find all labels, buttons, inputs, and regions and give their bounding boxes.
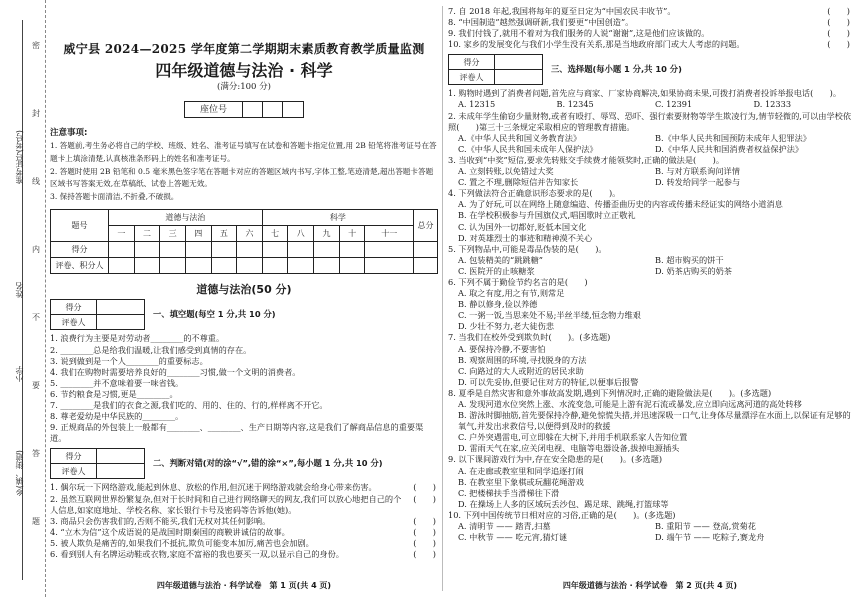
choice-question [448,332,852,387]
choice-stem: 10. 下列中国传统节日相对应的习俗,正确的是( )。(多选题) [448,509,676,520]
grader-score-label: 得分 [51,300,97,315]
answer-parens[interactable]: ( ) [827,28,850,39]
answer-parens[interactable]: ( ) [413,537,436,548]
choice-option[interactable]: B.《中华人民共和国预防未成年人犯罪法》 [655,132,811,143]
score-cell[interactable] [262,258,288,274]
choice-option[interactable]: D. 端午节 —— 吃粽子,赛龙舟 [655,532,765,543]
part2-title: 二、判断对错(对的涂“√”,错的涂“×”,每小题 1 分,共 10 分) [153,458,383,469]
grader-name-label: 评卷人 [51,315,97,330]
score-cell[interactable] [314,258,340,274]
seal-char: 答 [32,449,40,458]
judge-question: 1. 偶尔玩一下网络游戏,能起到休息、放松的作用,但沉迷于网络游戏就会给身心带来伤害。 ( ) [50,482,436,493]
choice-option[interactable]: D. 转发给同学一起参与 [655,177,741,188]
score-table-num: 十一 [365,226,414,242]
fill-blank-question: 5. ________并不意味着要一味省钱。 [50,377,184,388]
score-cell[interactable] [160,258,186,274]
score-table-num: 四 [185,226,211,242]
seal-char: 内 [32,245,40,254]
page-divider [442,6,443,591]
judge-question: 8. “中国制造”越然强调研新,我们要更“中国创造”。 ( ) [448,17,850,28]
seat-number-cell[interactable] [243,102,263,117]
fill-blank-question: 9. 正规商品的外包装上一般都有________、________、生产日期等内容,这是我们了解商品信息的重要渠道。 [50,422,424,444]
choice-option[interactable]: B. 重阳节 —— 登高,赏菊花 [655,521,756,532]
grader-score-cell[interactable] [97,449,145,464]
answer-parens[interactable]: ( ) [413,482,436,493]
choice-option[interactable]: D. 可以先妥协,但要记住对方的特征,以便事后报警 [458,376,639,387]
score-cell[interactable] [414,242,438,258]
score-table-total: 总分 [414,210,438,242]
seal-char: 不 [32,313,40,322]
choice-list [448,88,852,543]
page-1 [50,6,438,591]
score-cell[interactable] [288,242,314,258]
score-cell[interactable] [262,242,288,258]
page-footer: 四年级道德与法治 · 科学试卷 第 1 页(共 4 页) [156,580,332,590]
score-cell[interactable] [339,242,365,258]
choice-stem: 1. 购物时遇到了消费者问题,首先应与商家、厂家协商解决,如果协商未果,可拨打消费者投诉举报电话( )。 [448,88,842,99]
choice-option[interactable]: D.《中华人民共和国消费者权益保护法》 [655,143,804,154]
choice-stem: 2. 未成年学生偷窃少量财物,或者有殴打、辱骂、恐吓、强行索要财物等学生欺凌行为,情节轻微的,可以由学校依照( )第三十三条规定采取相应的管理教育措施。 [448,110,852,132]
note-item: 3. 保持答题卡面清洁,不折叠,不破损。 [50,192,179,202]
choice-question [448,111,852,155]
seal-char: 要 [32,381,40,390]
score-table-num: 三 [160,226,186,242]
page-footer: 四年级道德与法治 · 科学试卷 第 2 页(共 4 页) [562,580,738,590]
choice-option[interactable]: C. 12391 [655,99,693,110]
choice-option[interactable]: C. 认为国外一切都好,贬低本国文化 [458,221,587,232]
judge-question: 4. “立木为信”这个成语说的是战国时期秦国的商鞅讲诚信的故事。 ( ) [50,526,436,537]
score-cell[interactable] [211,242,237,258]
answer-parens[interactable]: ( ) [827,17,850,28]
answer-parens[interactable]: ( ) [413,515,436,526]
judge-question: 3. 商品只会伤害我们的,否则不能买,我们无权对其任何影响。 ( ) [50,515,436,526]
judge-question: 6. 看到别人有名牌运动鞋或衣物,家庭不富裕的我也要买一双,以显示自己的身份。 ( ) [50,548,436,559]
score-table-defen: 得分 [51,242,109,258]
fill-blank-question: 2. ________总是给我们温暖,让我们感受到真情的存在。 [50,344,252,355]
school-label: 小学 [15,366,24,382]
score-table-group2: 科学 [262,210,413,226]
choice-stem: 7. 当我们在校外受到欺负时( )。(多选题) [448,332,611,343]
choice-option[interactable]: A. 要保持冷静,不要害怕 [458,343,546,354]
grader-name-label: 评卷人 [51,464,97,479]
choice-option[interactable]: A. 发现河道水位突然上涨、水流变急,可能是上游有泥石流或暴发,应立即向远离河道的高处转移 [458,399,802,409]
choice-option[interactable]: B. 12345 [556,99,594,110]
choice-option[interactable]: A. 在走廊或教室里和同学追逐打闹 [458,465,584,476]
score-cell[interactable] [109,258,135,274]
fill-blank-question: 7. ________是我们的衣食之源,我们吃的、用的、住的、行的,样样离不开它。 [50,400,328,411]
score-table-tihao: 题号 [51,210,109,242]
grader-score-label: 得分 [449,55,495,70]
choice-option[interactable]: B. 超市购买的饼干 [655,254,724,265]
seat-number-row [50,101,438,118]
choice-stem: 9. 以下课间游戏行为中,存在安全隐患的是( )。(多选题) [448,454,663,465]
judge-question: 9. 我们付钱了,就用不着对为我们服务的人说“谢谢”,这是他们应该做的。 ( ) [448,28,850,39]
seal-char: 线 [32,177,40,186]
choice-option[interactable]: D. 12333 [753,99,792,110]
fill-blank-question: 6. 节约粮食是习惯,更是________。 [50,388,178,399]
score-table-num: 六 [237,226,263,242]
name-label: 姓名 [15,282,24,298]
choice-option[interactable]: D. 在操场上人多的区域玩丢沙包、踢足球、跳绳,打篮球等 [458,498,669,509]
page-2 [448,6,852,591]
score-cell[interactable] [288,258,314,274]
score-cell[interactable] [185,242,211,258]
binding-margin [0,0,46,597]
score-table-num: 七 [262,226,288,242]
fill-blank-question: 8. 尊老爱幼是中华民族的________。 [50,411,184,422]
choice-stem: 4. 下列做法符合正确意识形态要求的是( )。 [448,188,621,199]
part1-header [50,299,438,330]
score-table-num: 一 [109,226,135,242]
seat-number-box[interactable] [184,101,304,118]
choice-option[interactable]: D. 对英雄烈士的事迹和精神漠不关心 [458,232,593,243]
score-table-num: 十 [339,226,365,242]
grader-score-cell[interactable] [495,55,543,70]
exam-header: 威宁县 2024—2025 学年度第二学期期末素质教育教学质量监测 [63,42,425,56]
choice-question [448,454,852,509]
choice-option[interactable]: C.《中华人民共和国未成年人保护法》 [458,143,598,154]
judge-list-continued [448,6,852,50]
grader-box [50,299,145,330]
choice-option[interactable]: C. 一粥一饭,当思来处不易;半丝半缕,恒念物力维艰 [458,310,641,321]
full-score: (满分:100 分) [217,82,271,93]
grader-name-cell[interactable] [97,315,145,330]
choice-question [448,188,852,243]
answer-parens[interactable]: ( ) [413,493,436,504]
fill-blank-question: 3. 说到做到是一个人________的重要标志。 [50,355,208,366]
choice-option[interactable]: A. 立刻转账,以免错过大奖 [458,166,554,177]
grader-name-cell[interactable] [495,70,543,85]
choice-option[interactable]: D. 雷雨天气在家,应关闭电视、电脑等电器设备,拔掉电源插头 [458,443,680,454]
notes-title: 注意事项: [50,128,88,139]
choice-question [448,510,852,543]
choice-option[interactable]: A. 包装精美的“跳跳糖” [458,254,543,265]
part3-header [448,54,852,85]
choice-option[interactable]: C. 把楼梯扶手当滑梯往下滑 [458,487,560,498]
score-cell[interactable] [365,242,414,258]
part1-title: 一、填空题(每空 1 分,共 10 分) [153,309,276,320]
town-label: 乡(镇、街道) [15,450,24,497]
judge-question: 7. 自 2018 年起,我国将每年的夏至日定为“中国农民丰收节”。 ( ) [448,6,850,16]
judge-list [50,482,438,560]
score-table-num: 九 [314,226,340,242]
score-cell[interactable] [185,258,211,274]
note-item: 2. 答题时使用 2B 铅笔和 0.5 毫米黑色签字笔在答题卡对应的答题区域内书写,字体工整,笔迹清楚,超出答题卡答题区域书写答案无效,在草稿纸、试卷上答题无效。 [50,166,434,188]
grader-box [50,448,145,479]
choice-option[interactable]: C. 向路过的大人或附近的居民求助 [458,365,584,376]
grader-box [448,54,543,85]
score-cell[interactable] [237,258,263,274]
fill-blank-list [50,333,438,444]
choice-option[interactable]: B. 观察周围的环境,寻找脱身的方法 [458,354,587,365]
note-item: 1. 答题前,考生务必将自己的学校、班级、姓名、准考证号填写在试卷和答题卡指定位置,用 2B 铅笔将准考证号在答题卡上填涂清楚,认真核准条形码上的姓名和准考证号。 [50,141,437,163]
choice-option[interactable]: B. 静以修身,俭以养德 [458,299,538,310]
fill-blank-question: 4. 我们在购物时需要培养良好的________习惯,做一个文明的消费者。 [50,366,301,377]
seat-number-cell[interactable] [283,102,303,117]
choice-option[interactable]: D. 奶茶店购买的奶茶 [655,265,732,276]
choice-option[interactable]: D. 少壮不努力,老大徒伤悲 [458,321,554,332]
seat-number-label: 座位号 [185,102,243,117]
score-cell[interactable] [314,242,340,258]
choice-option[interactable]: B. 与对方联系询问详情 [655,166,740,177]
choice-stem: 6. 下列不属于勤俭节约名言的是( ) [448,276,588,287]
fill-blank-question: 1. 浪费行为主要是对劳动者________的不尊重。 [50,333,225,344]
score-table-group1: 道德与法治 [109,210,263,226]
seal-char: 题 [32,517,40,526]
answer-parens[interactable]: ( ) [827,39,850,50]
choice-option[interactable]: C. 中秋节 —— 吃元宵,猜灯谜 [458,532,568,543]
choice-option[interactable]: C. 置之不理,删除短信并告知家长 [458,177,579,188]
score-cell[interactable] [339,258,365,274]
answer-parens[interactable]: ( ) [413,548,436,559]
score-cell[interactable] [134,258,160,274]
judge-question: 2. 虽然互联网世界纷繁复杂,但对于长时间和自己进行网络聊天的网友,我们可以放心地把自己的个人信息,如家庭地址、学校名称、家长银行卡号及密码等告诉他(她)。 ( ) [50,493,436,515]
score-table-num: 八 [288,226,314,242]
choice-stem: 5. 下列物品中,可能是毒品伪装的是( )。 [448,243,607,254]
choice-stem: 8. 夏季是自然灾害和意外事故高发期,遇到下列情况时,正确的避险做法是( )。(多选题) [448,387,772,398]
choice-option[interactable]: C. 户外突遇雷电,可立即躲在大树下,并用手机联系家人告知位置 [458,432,688,443]
choice-question [448,277,852,332]
score-cell[interactable] [237,242,263,258]
seal-char: 密 [32,41,40,50]
choice-option[interactable]: A. 12315 [458,99,496,110]
choice-option[interactable]: A. 为了好玩,可以在网络上随意编造、传播歪曲历史的内容或传播未经证实的网络小道消息 [458,199,783,210]
choice-option[interactable]: A.《中华人民共和国义务教育法》 [458,132,582,143]
choice-option[interactable]: B. 游泳时脚抽筋,首先要保持冷静,避免惊慌失措,并迅速深吸一口气,让身体尽量漂浮在水面上,以保证有足够的氧气,并发出求救信号,以便得到及时的救援 [458,410,851,432]
score-table-num: 五 [211,226,237,242]
choice-option[interactable]: B. 在学校积极参与升国旗仪式,唱国歌时立正敬礼 [458,210,636,221]
seal-char: 封 [32,109,40,118]
score-table-pingjuan: 评卷、积分人 [51,258,109,274]
answer-parens[interactable]: ( ) [827,6,850,16]
choice-question [448,388,852,455]
score-cell[interactable] [365,258,414,274]
score-cell[interactable] [414,258,438,274]
section-title: 道德与法治(50 分) [196,283,292,297]
part2-header [50,448,438,479]
choice-question [448,88,852,110]
score-cell[interactable] [134,242,160,258]
score-cell[interactable] [160,242,186,258]
part3-title: 三、选择题(每小题 1 分,共 10 分) [551,64,682,75]
choice-option[interactable]: A. 取之有度,用之有节,则常足 [458,288,565,299]
seat-number-cell[interactable] [263,102,283,117]
grader-name-label: 评卷人 [449,70,495,85]
choice-option[interactable]: A. 清明节 —— 踏青,扫墓 [458,521,551,532]
grader-score-label: 得分 [51,449,97,464]
grader-score-cell[interactable] [97,300,145,315]
judge-question: 10. 家乡的发展变化与我们小学生没有关系,那是当地政府部门或大人考虑的问题。 ( ) [448,39,850,50]
choice-option[interactable]: B. 在教室里下象棋或玩翻花绳游戏 [458,476,584,487]
exam-number-label: 准考证号(考号) [15,130,24,185]
choice-option[interactable]: C. 医院开的止咳糖浆 [458,265,535,276]
score-table-num: 二 [134,226,160,242]
choice-question [448,155,852,188]
answer-parens[interactable]: ( ) [413,526,436,537]
score-cell[interactable] [211,258,237,274]
score-cell[interactable] [109,242,135,258]
score-table [50,209,438,274]
exam-title: 四年级道德与法治 · 科学 [155,61,333,81]
judge-question: 5. 被人欺负是痛苦的,如果我们不抵抗,欺负可能变本加厉,痛苦也会加剧。 ( ) [50,537,436,548]
grader-name-cell[interactable] [97,464,145,479]
choice-stem: 3. 当收到“中奖”短信,要求先转账交手续费才能领奖时,正确的做法是( )。 [448,154,725,165]
choice-question [448,244,852,277]
